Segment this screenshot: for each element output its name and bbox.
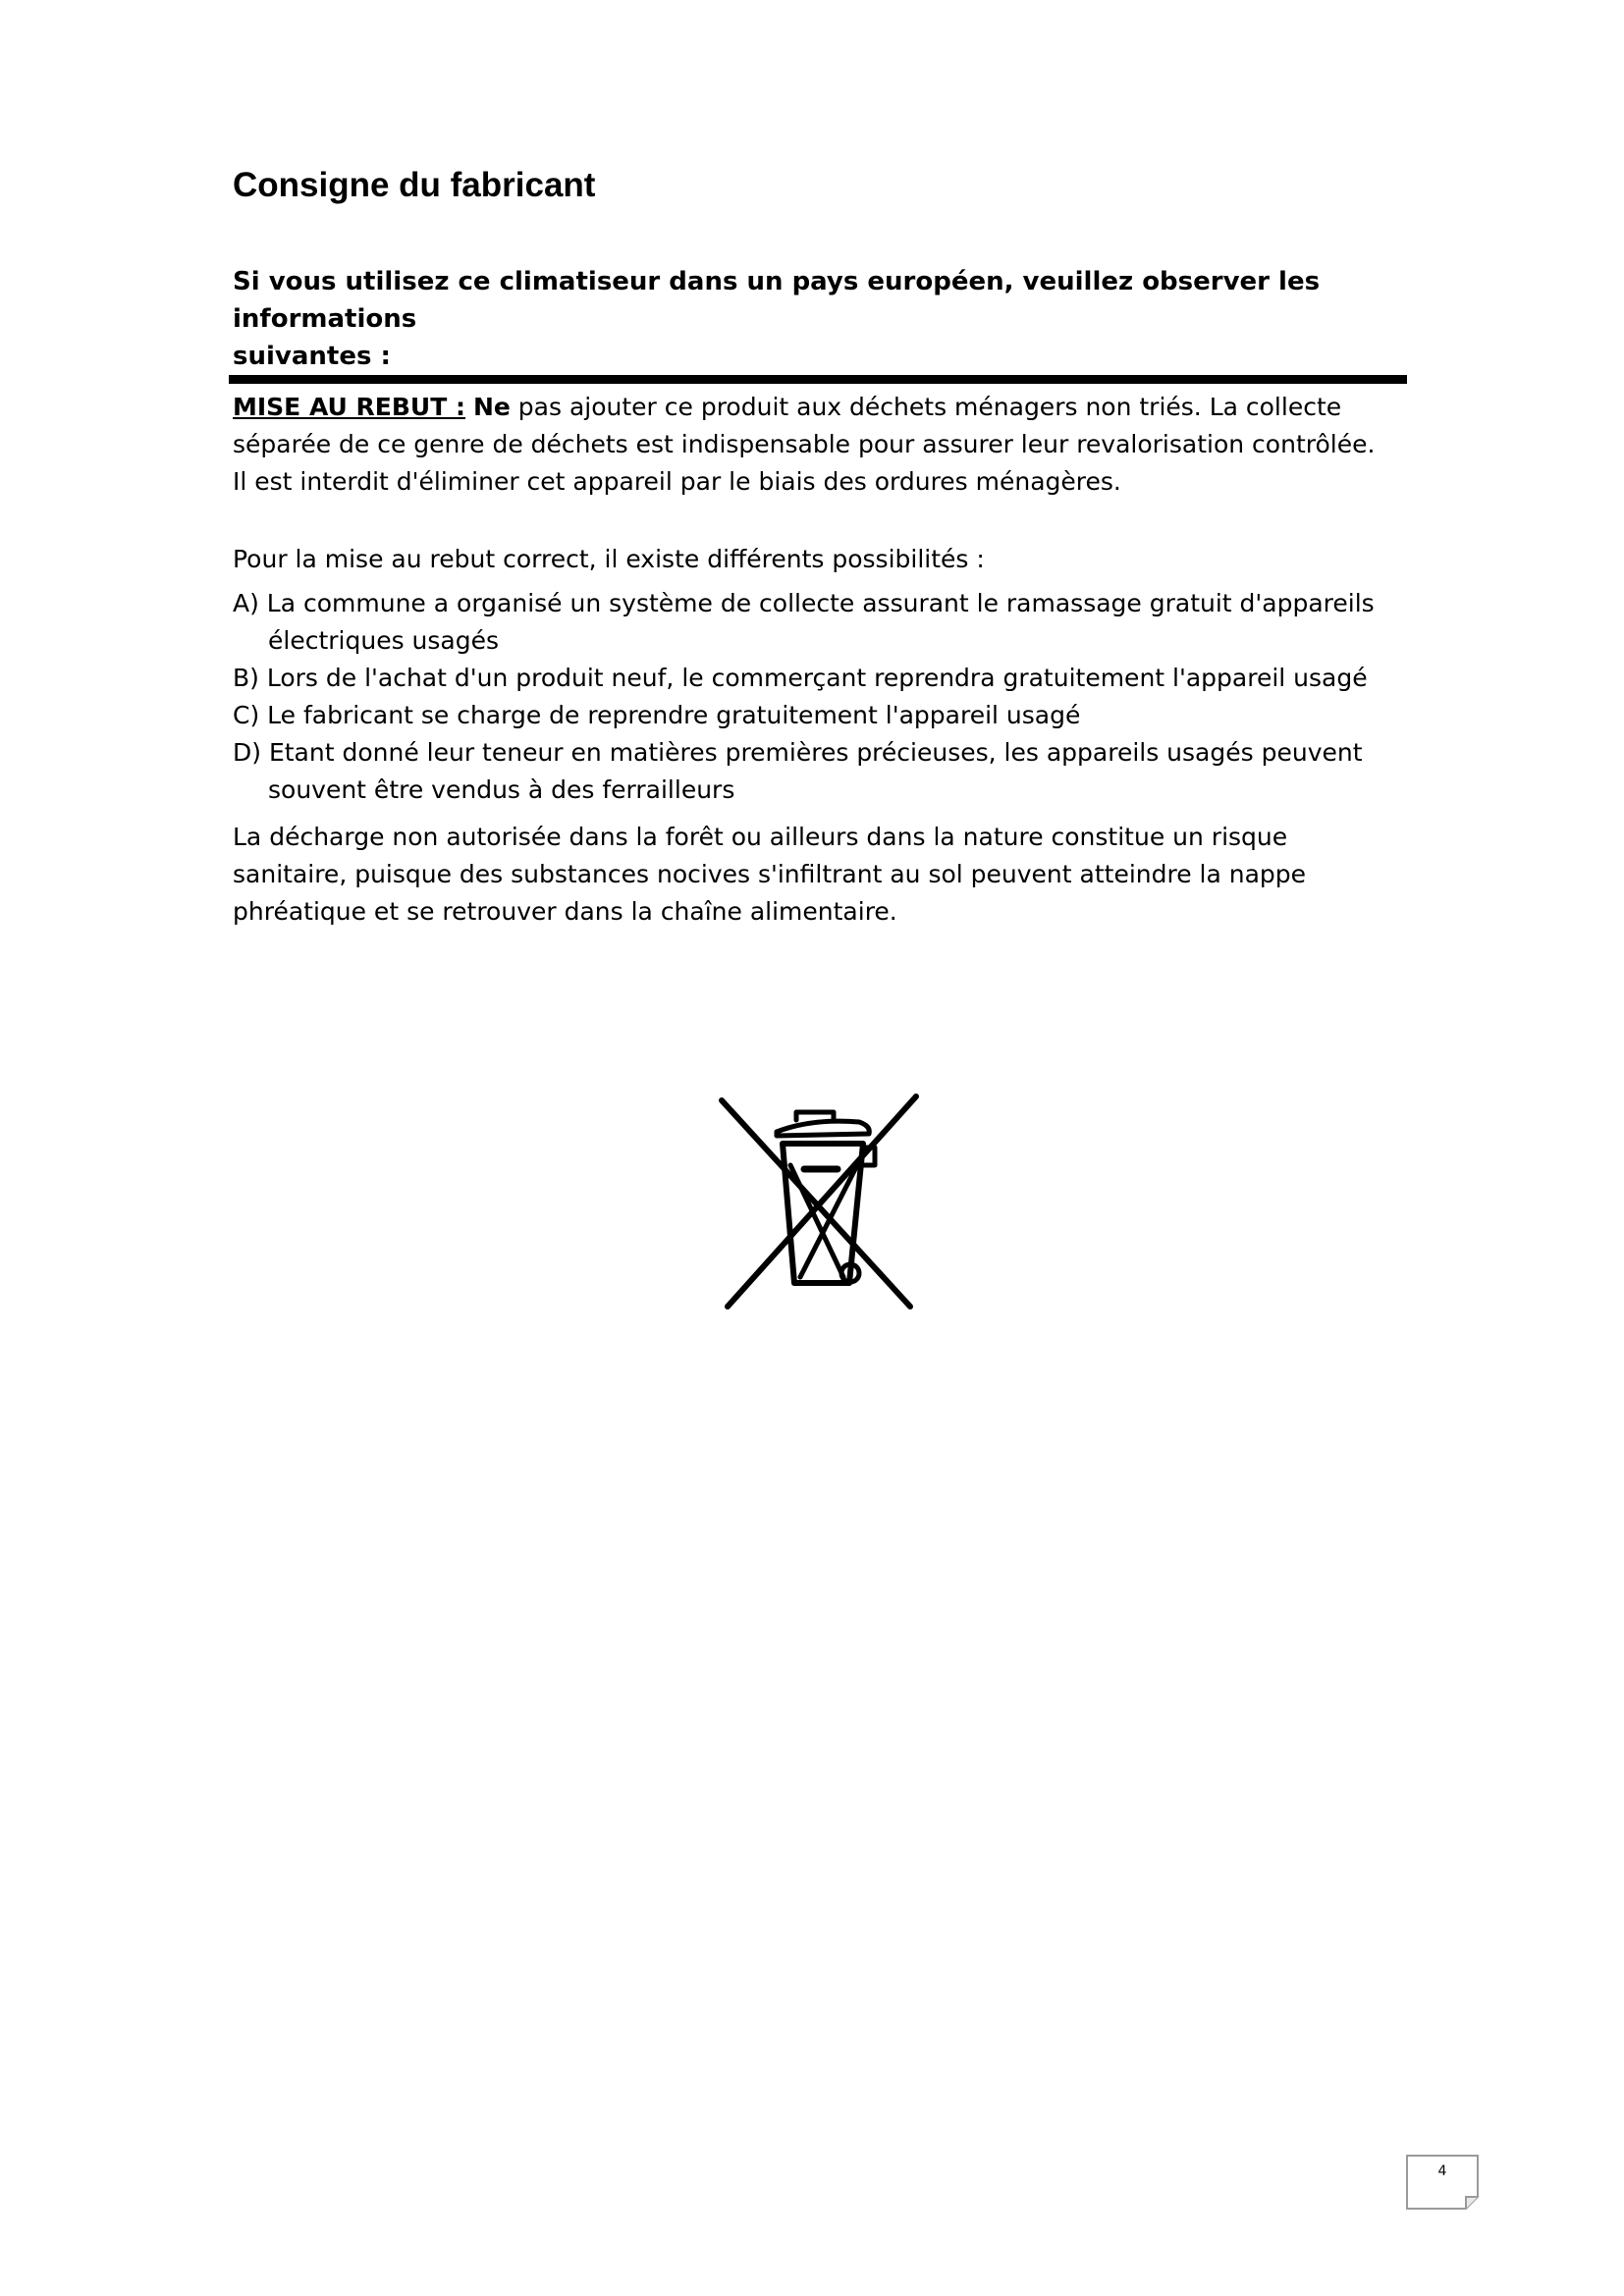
warning-line-2: sanitaire, puisque des substances nocives s'infiltrant au sol peuvent atteindre la nappe [233,860,1307,888]
page-number [1405,2154,1480,2211]
disposal-label: MISE AU REBUT : [233,393,465,421]
warning-paragraph [233,819,1306,931]
section-divider [229,375,1407,384]
option-d-line-1: D) Etant donné leur teneur en matières premières précieuses, les appareils usagés peuvent [233,738,1363,767]
disposal-line-1 [233,389,1375,426]
list-item [233,734,1375,809]
disposal-line-2: séparée de ce genre de déchets est indispensable pour assurer leur revalorisation contrôlée. [233,430,1376,458]
list-item [233,585,1375,660]
list-item [233,660,1375,697]
options-list [233,585,1375,809]
disposal-line-1-rest: pas ajouter ce produit aux déchets ménagers non triés. La collecte [510,393,1342,421]
option-a-line-2: électriques usagés [268,626,500,655]
disposal-bold-word: Ne [472,393,511,421]
option-a-line-1: A) La commune a organisé un système de collecte assurant le ramassage gratuit d'appareils [233,589,1375,617]
page-title: Consigne du fabricant [233,166,596,204]
page-number-text: 4 [1437,2163,1447,2179]
disposal-line-3: Il est interdit d'éliminer cet appareil par le biais des ordures ménagères. [233,467,1121,496]
warning-line-3: phréatique et se retrouver dans la chaîne alimentaire. [233,897,897,926]
list-item [233,697,1375,734]
options-intro: Pour la mise au rebut correct, il existe différents possibilités : [233,545,985,573]
option-c-line-1: C) Le fabricant se charge de reprendre gratuitement l'appareil usagé [233,701,1081,729]
option-d-line-2: souvent être vendus à des ferrailleurs [268,775,735,804]
option-b-line-1: B) Lors de l'achat d'un produit neuf, le commerçant reprendra gratuitement l'appareil usagé [233,664,1368,692]
warning-line-1: La décharge non autorisée dans la forêt ou ailleurs dans la nature constitue un risque [233,823,1288,851]
intro-text: Si vous utilisez ce climatiseur dans un pays européen, veuillez observer les informations suivantes : [233,267,1321,371]
crossed-out-wheelie-bin-icon [714,1093,920,1310]
disposal-paragraph [233,389,1375,501]
